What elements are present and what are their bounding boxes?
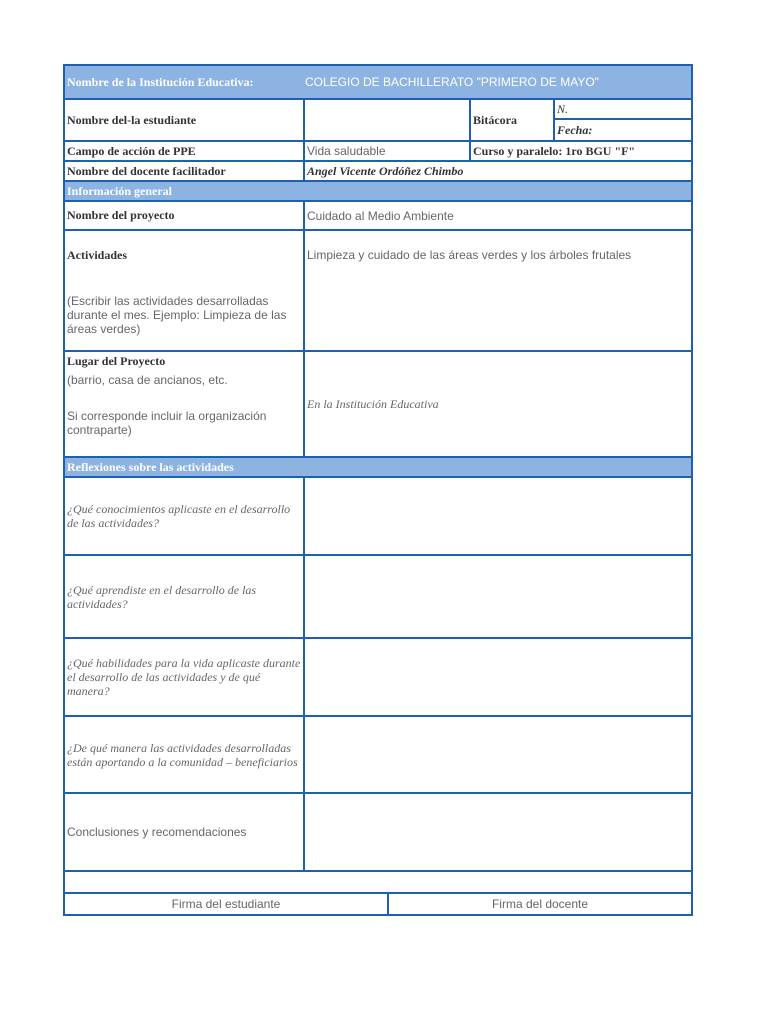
actividades-label-cell <box>65 231 303 350</box>
curso-cell <box>469 142 691 160</box>
question-2: ¿Qué aprendiste en el desarrollo de las actividades? <box>67 582 257 611</box>
proyecto-row <box>65 202 691 231</box>
actividades-label: Actividades <box>67 248 127 262</box>
question-row <box>65 478 691 556</box>
blank-row <box>65 872 691 894</box>
student-name-label: Nombre del-la estudiante <box>67 112 197 127</box>
question-4: ¿De qué manera las actividades desarrolladas están aportando a la comunidad – beneficiarios <box>67 740 298 769</box>
lugar-row <box>65 352 691 458</box>
proyecto-value[interactable]: Cuidado al Medio Ambiente <box>303 202 691 229</box>
question-row <box>65 717 691 794</box>
logbook-form <box>63 64 693 916</box>
actividades-value[interactable]: Limpieza y cuidado de las áreas verdes y los árboles frutales <box>303 231 691 350</box>
institution-name: COLEGIO DE BACHILLERATO "PRIMERO DE MAYO" <box>305 75 599 89</box>
lugar-label: Lugar del Proyecto <box>67 354 166 368</box>
lugar-hint-1: (barrio, casa de ancianos, etc. <box>67 373 228 387</box>
curso-value: 1ro BGU "F" <box>565 143 636 158</box>
answer-3-field[interactable] <box>303 639 691 715</box>
conclusiones-row <box>65 794 691 872</box>
date-label: Fecha: <box>557 122 593 137</box>
lugar-label-cell <box>65 352 303 456</box>
answer-1-field[interactable] <box>303 478 691 554</box>
info-general-title: Información general <box>67 183 172 198</box>
bitacora-date-field[interactable] <box>555 120 691 140</box>
question-row <box>65 556 691 639</box>
lugar-value[interactable]: En la Institución Educativa <box>303 352 691 456</box>
student-row <box>65 100 691 142</box>
docente-label: Nombre del docente facilitador <box>67 163 226 178</box>
institution-label: Nombre de la Institución Educativa: <box>67 74 254 89</box>
number-label: N. <box>557 101 569 116</box>
actividades-row <box>65 231 691 352</box>
bitacora-fields <box>553 100 691 140</box>
conclusiones-label: Conclusiones y recomendaciones <box>67 825 247 839</box>
student-name-field[interactable] <box>303 100 469 140</box>
conclusiones-field[interactable] <box>303 794 691 870</box>
bitacora-number-field[interactable] <box>555 100 691 120</box>
answer-4-field[interactable] <box>303 717 691 792</box>
institution-row <box>65 66 691 100</box>
question-3: ¿Qué habilidades para la vida aplicaste durante el desarrollo de las actividades y de qué manera? <box>67 656 301 698</box>
info-general-header <box>65 182 691 202</box>
signature-row <box>65 894 691 914</box>
docente-row <box>65 162 691 182</box>
campo-label: Campo de acción de PPE <box>67 143 196 158</box>
answer-2-field[interactable] <box>303 556 691 637</box>
curso-label: Curso y paralelo: <box>473 143 563 158</box>
teacher-signature: Firma del docente <box>387 894 691 914</box>
bitacora-label: Bitácora <box>469 100 553 140</box>
reflexiones-title: Reflexiones sobre las actividades <box>67 459 234 474</box>
campo-value[interactable]: Vida saludable <box>303 142 469 160</box>
actividades-hint: (Escribir las actividades desarrolladas durante el mes. Ejemplo: Limpieza de las áreas verdes) <box>67 294 287 336</box>
campo-row <box>65 142 691 162</box>
docente-name[interactable]: Angel Vicente Ordóñez Chimbo <box>303 162 691 180</box>
lugar-hint-2: Si corresponde incluir la organización contraparte) <box>67 409 267 437</box>
question-row <box>65 639 691 717</box>
student-signature: Firma del estudiante <box>171 897 281 911</box>
reflexiones-header <box>65 458 691 478</box>
question-1: ¿Qué conocimientos aplicaste en el desarrollo de las actividades? <box>67 502 291 530</box>
proyecto-label: Nombre del proyecto <box>67 208 175 222</box>
